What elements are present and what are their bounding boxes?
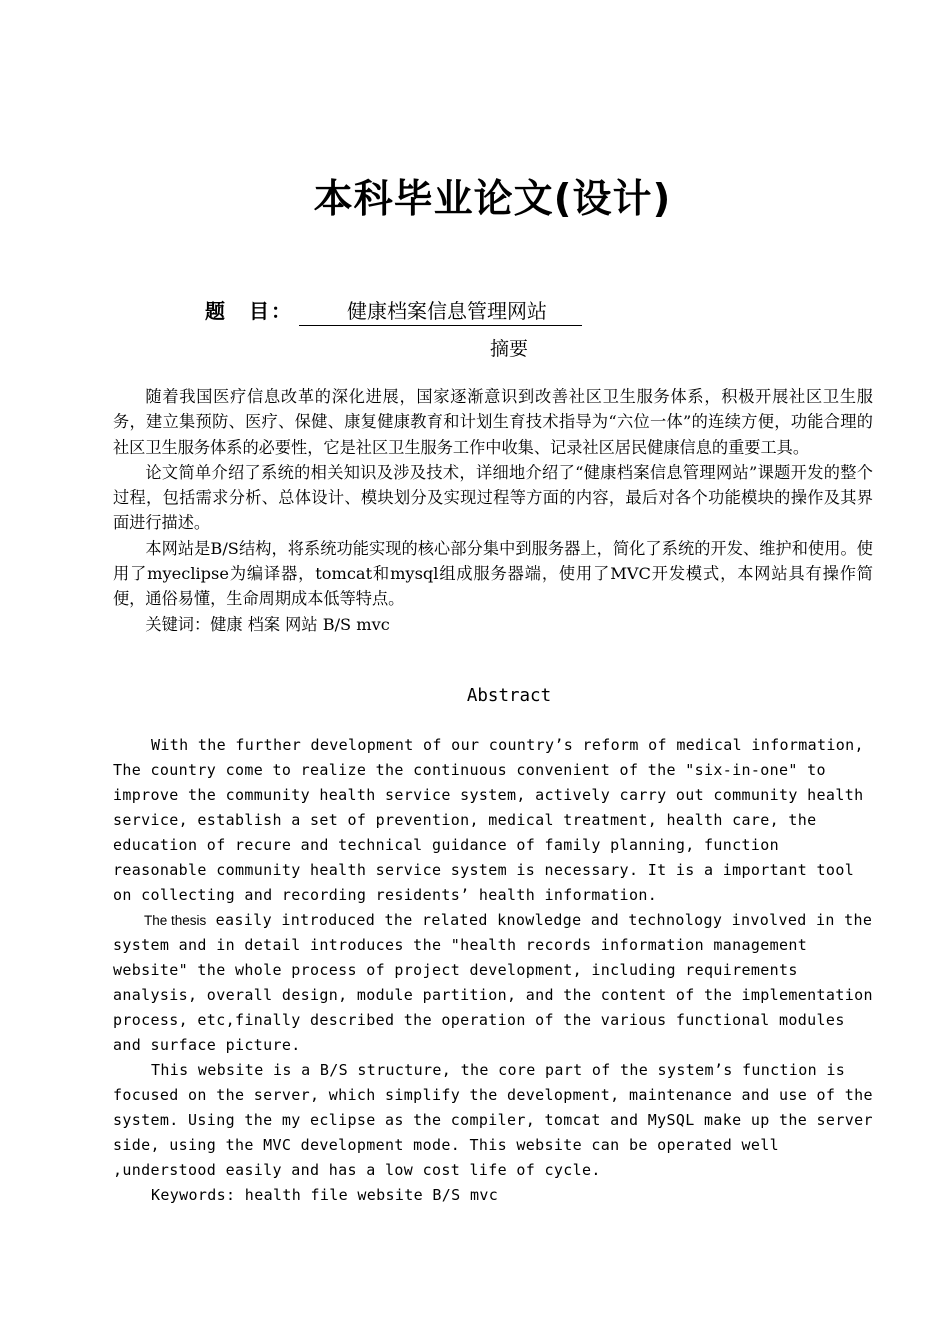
thesis-lead-text: The thesis <box>144 913 207 928</box>
abstract-cn-paragraph: 本网站是B/S结构，将系统功能实现的核心部分集中到服务器上，简化了系统的开发、维护和使用。使用了myeclipse为编译器，tomcat和mysql组成服务器端，使用了MVC开发模式，本网站具有操作简便，通俗易懂，生命周期成本低等特点。 <box>113 538 873 609</box>
topic-row <box>205 296 582 326</box>
keywords-cn: 关键词：健康 档案 网站 B/S mvc <box>145 614 390 634</box>
abstract-en-paragraph <box>113 908 873 1058</box>
abstract-cn-body <box>113 384 873 637</box>
abstract-cn-paragraph: 论文简单介绍了系统的相关知识及涉及技术，详细地介绍了“健康档案信息管理网站”课题开发的整个过程，包括需求分析、总体设计、模块划分及实现过程等方面的内容，最后对各个功能模块的操作及其界面进行描述。 <box>113 462 873 533</box>
topic-value: 健康档案信息管理网站 <box>299 297 582 326</box>
abstract-cn-heading: 摘要 <box>489 338 528 360</box>
abstract-cn-paragraph: 随着我国医疗信息改革的深化进展，国家逐渐意识到改善社区卫生服务体系，积极开展社区卫生服务，建立集预防、医疗、保健、康复健康教育和计划生育技术指导为“六位一体”的连续方便，功能合理的社区卫生服务体系的必要性，它是社区卫生服务工作中收集、记录社区居民健康信息的重要工具。 <box>113 387 873 457</box>
keywords-en: Keywords: health file website B/S mvc <box>151 1186 499 1204</box>
abstract-en-heading: Abstract <box>466 686 552 706</box>
abstract-en-paragraph: With the further development of our country’s reform of medical information, The country come to realize the continuous convenient of the "six-in-one" to improve the community health service system, actively carry out community health service, establish a set of prevention, medical treatment, health care, the education of recure and technical guidance of family planning, function reasonable community health service system is necessary. It is a important tool on collecting and recording residents’ health information. <box>113 736 864 904</box>
abstract-en-paragraph: This website is a B/S structure, the core part of the system’s function is focused on the server, which simplify the development, maintenance and use of the system. Using the my eclipse as the compiler, tomcat and MySQL make up the server side, using the MVC development mode. This website can be operated well ,understood easily and has a low cost life of cycle. <box>113 1061 873 1179</box>
abstract-en-body <box>113 733 873 1208</box>
thesis-title: 本科毕业论文(设计) <box>313 177 672 222</box>
thesis-rest-text: easily introduced the related knowledge and technology involved in the system and in detail introduces the "health records information management website" the whole process of project development, including requirements analysis, overall design, module partition, and the content of the implementation process, etc,finally described the operation of the various functional modules and surface picture. <box>113 911 873 1054</box>
topic-label: 题 目： <box>205 299 293 323</box>
